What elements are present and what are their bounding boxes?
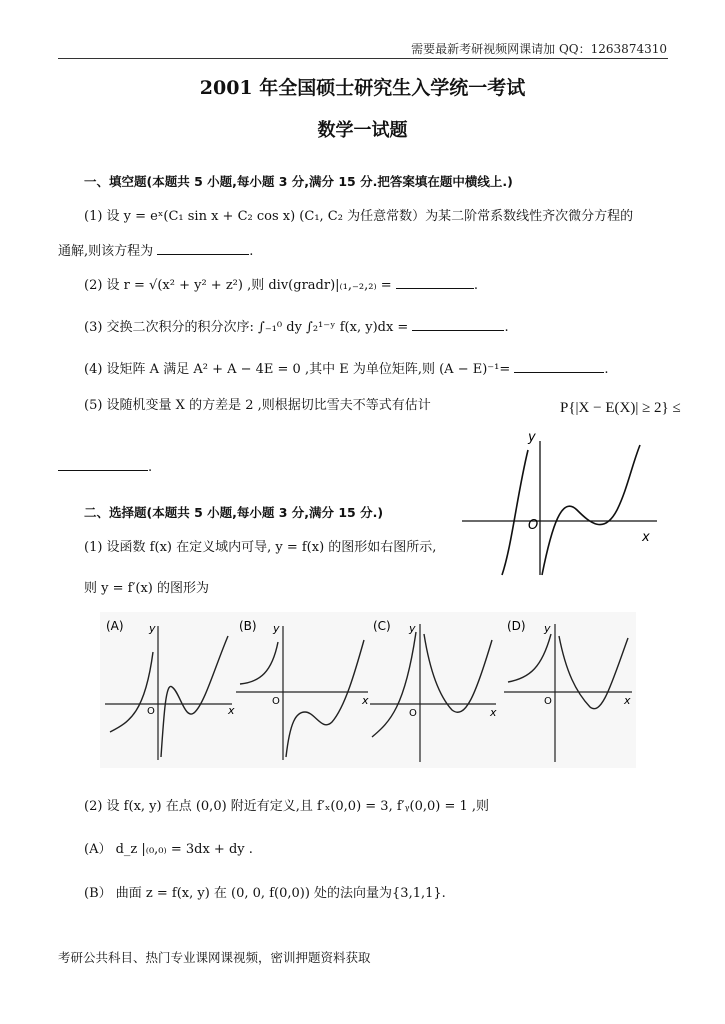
s2-q1-line2: 则 y = f′(x) 的图形为 [84,581,210,596]
section1-heading: 一、填空题(本题共 5 小题,每小题 3 分,满分 15 分.把答案填在题中横线上.) [84,174,513,189]
graph-curve-right [542,445,640,575]
section2-heading: 二、选择题(本题共 5 小题,每小题 3 分,满分 15 分.) [84,505,384,520]
graph-x-label: x [642,530,650,545]
option-d-x: x [624,694,631,707]
answer-blank [58,458,148,471]
graph-curve-left [502,450,528,575]
exam-title: 2001 年全国硕士研究生入学统一考试 [199,77,526,99]
answer-blank [396,276,474,289]
option-b-label: (B) [239,619,257,633]
option-c-y: y [409,622,416,635]
s1-q5-probability: P{|X − E(X)| ≥ 2} ≤ [560,400,681,416]
option-a-x: x [228,704,235,717]
header-divider [58,58,668,59]
footer-note: 考研公共科目、热门专业课网课视频，密训押题资料获取 [58,950,371,965]
s1-q2-text: (2) 设 r = √(x² + y² + z²) ,则 div(gradr)|₍₁,₋₂,₂₎ = [84,278,392,293]
option-b-y: y [273,622,280,635]
option-d-label: (D) [507,619,526,633]
option-c-x: x [490,706,497,719]
function-graph [462,425,667,580]
graph-y-label: y [528,430,536,445]
s1-q4: (4) 设矩阵 A 满足 A² + A − 4E = 0 ,其中 E 为单位矩阵,则 (A − E)⁻¹= . [84,362,609,377]
option-b-x: x [362,694,369,707]
s1-q1-line2: 通解,则该方程为 . [58,244,254,259]
s2-q2-option-b: (B） 曲面 z = f(x, y) 在 (0, 0, f(0,0)) 处的法向量为{3,1,1}. [84,886,446,901]
s1-q3-text: (3) 交换二次积分的积分次序: ∫₋₁⁰ dy ∫₂¹⁻ʸ f(x, y)dx = [84,320,409,335]
s2-q1-line1: (1) 设函数 f(x) 在定义域内可导, y = f(x) 的图形如右图所示, [84,540,437,555]
answer-blank [412,318,504,331]
s1-q4-text: (4) 设矩阵 A 满足 A² + A − 4E = 0 ,其中 E 为单位矩阵,则 (A − E)⁻¹= [84,362,511,377]
exam-subtitle: 数学一试题 [317,120,408,141]
answer-blank [514,360,604,373]
header-note: 需要最新考研视频网课请加 QQ：1263874310 [411,42,667,56]
s2-q2: (2) 设 f(x, y) 在点 (0,0) 附近有定义,且 f′ₓ(0,0) = 3, f′ᵧ(0,0) = 1 ,则 [84,799,490,814]
option-a-origin: O [147,706,155,717]
s1-q1-text: 通解,则该方程为 [58,244,154,259]
answer-blank [157,242,249,255]
s1-q2: (2) 设 r = √(x² + y² + z²) ,则 div(gradr)|₍₁,₋₂,₂₎ = . [84,278,478,293]
option-d-origin: O [544,696,552,707]
option-a-label: (A) [106,619,124,633]
option-d-y: y [544,622,551,635]
option-a-y: y [149,622,156,635]
options-figure [100,612,636,768]
s1-q1-line1: (1) 设 y = eˣ(C₁ sin x + C₂ cos x) (C₁, C₂ 为任意常数）为某二阶常系数线性齐次微分方程的 [84,209,634,224]
option-c-origin: O [409,708,417,719]
option-c-label: (C) [373,619,391,633]
s1-q3: (3) 交换二次积分的积分次序: ∫₋₁⁰ dy ∫₂¹⁻ʸ f(x, y)dx = . [84,320,509,335]
graph-origin-label: O [528,518,539,533]
option-b-origin: O [272,696,280,707]
s2-q2-option-a: (A） d_z |₍₀,₀₎ = 3dx + dy . [84,842,253,857]
s1-q5-answer: . [58,458,152,475]
s1-q5: (5) 设随机变量 X 的方差是 2 ,则根据切比雪夫不等式有估计 [84,398,431,413]
